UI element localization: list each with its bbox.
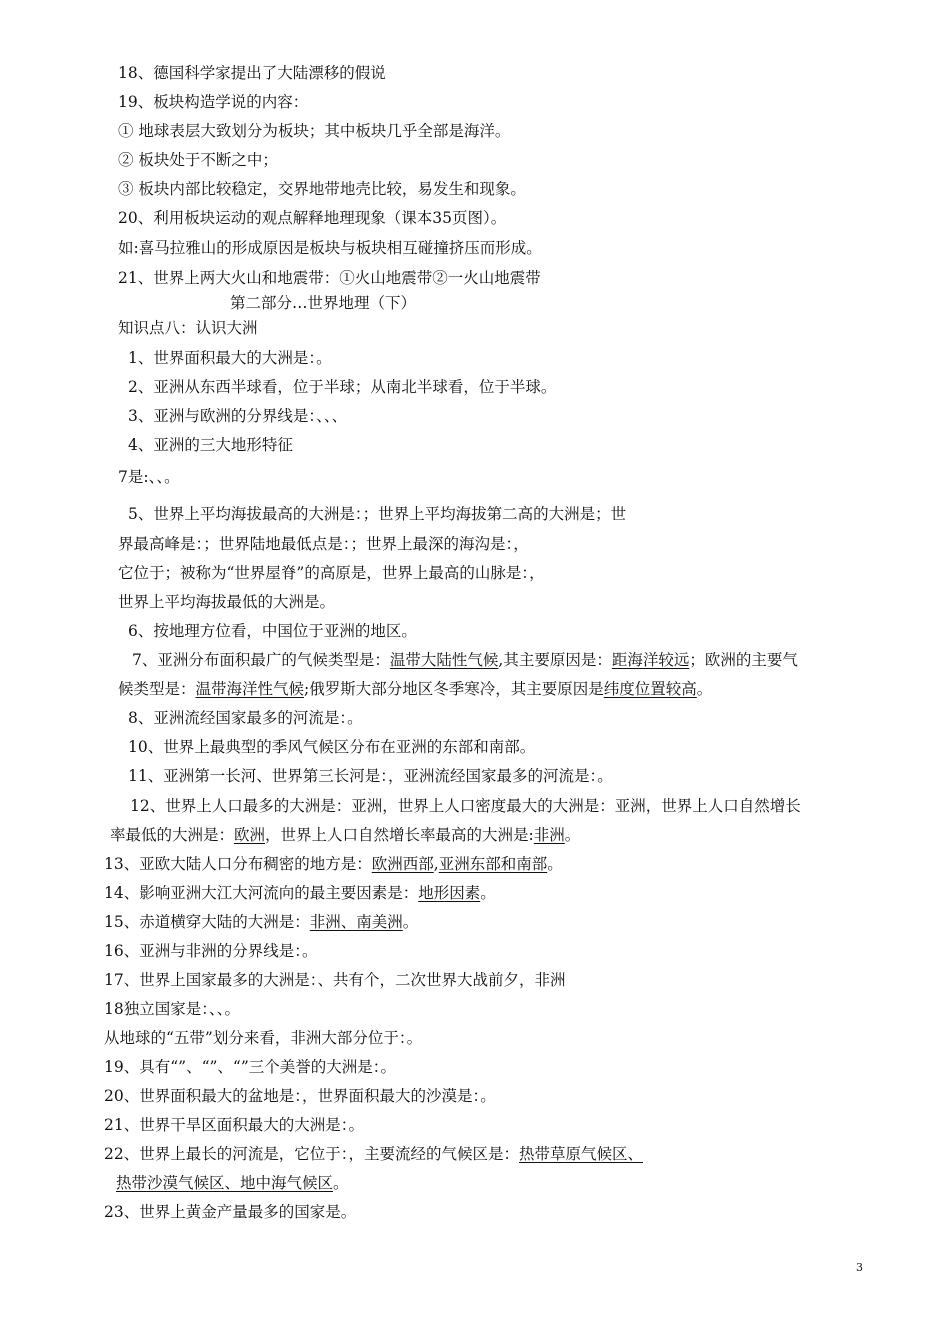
underlined-answer: 温带大陆性气候 [389, 651, 499, 669]
text-line: 5、世界上平均海拔最高的大洲是：；世界上平均海拔第二高的大洲是；世 [128, 505, 627, 523]
underlined-answer: 距海洋较远 [611, 651, 690, 669]
text-line: 它位于；被称为“世界屋脊”的高原是，世界上最高的山脉是：， [118, 564, 545, 582]
text-run: 15、赤道横穿大陆的大洲是： [104, 913, 310, 931]
text-line: 界最高峰是：；世界陆地最低点是：；世界上最深的海沟是：， [118, 535, 529, 553]
text-run: 率最低的大洲是： [110, 826, 235, 844]
page-number: 3 [856, 1261, 863, 1274]
text-run: ;俄罗斯大部分地区冬季寒冷，其主要原因是 [304, 680, 604, 698]
text-line: 23、世界上黄金产量最多的国家是。 [104, 1203, 357, 1221]
text-line: 17、世界上国家最多的大洲是：、共有个，二次世界大战前夕，非洲 [104, 971, 566, 989]
text-line: 18、德国科学家提出了大陆漂移的假说 [118, 64, 386, 82]
text-run: 22、世界上最长的河流是，它位于：，主要流经的气候区是： [104, 1145, 519, 1163]
text-line: 8、亚洲流经国家最多的河流是：。 [128, 709, 363, 727]
text-line: 从地球的“五带”划分来看，非洲大部分位于：。 [104, 1029, 423, 1047]
text-line: 3、亚洲与欧洲的分界线是：、、、 [128, 407, 348, 425]
underlined-answer: 热带沙漠气候区、地中海气候区 [116, 1174, 334, 1192]
text-line [116, 1173, 349, 1193]
text-run: 。 [480, 884, 496, 902]
underlined-answer: 热带草原气候区、 [518, 1145, 643, 1163]
underlined-answer: 温带海洋性气候 [195, 680, 305, 698]
text-run: 。 [547, 855, 563, 873]
text-run: 候类型是： [118, 680, 196, 698]
text-run: ，世界上人口自然增长率最高的大洲是: [265, 826, 534, 844]
text-line: 1、世界面积最大的大洲是：。 [128, 349, 332, 367]
text-run: 。 [564, 826, 581, 844]
text-run: ,其主要原因是： [498, 651, 612, 669]
text-run: 。 [333, 1174, 349, 1192]
underlined-answer: 纬度位置较高 [603, 680, 697, 698]
text-line: 21、世界干旱区面积最大的大洲是：。 [104, 1116, 364, 1134]
text-line [104, 883, 496, 903]
underlined-answer: 亚洲东部和南部 [438, 855, 548, 873]
text-line [132, 650, 798, 670]
text-line: 世界上平均海拔最低的大洲是。 [118, 593, 336, 611]
text-line: 7是:、、。 [118, 468, 180, 486]
text-line: 2、亚洲从东西半球看，位于半球；从南北半球看，位于半球。 [128, 378, 557, 396]
subsection-heading: 知识点八：认识大洲 [118, 319, 258, 337]
text-line: 20、世界面积最大的盆地是：，世界面积最大的沙漠是：。 [104, 1087, 496, 1105]
underlined-answer: 欧洲 [234, 826, 266, 844]
text-line: 16、亚洲与非洲的分界线是：。 [104, 942, 318, 960]
text-line [110, 825, 580, 845]
text-line: 12、世界上人口最多的大洲是：亚洲，世界上人口密度最大的大洲是：亚洲，世界上人口自然增长 [130, 797, 801, 815]
text-line [104, 854, 563, 874]
text-line: 21、世界上两大火山和地震带：①火山地震带②一火山地震带 [118, 269, 541, 287]
text-line: 4、亚洲的三大地形特征 [128, 436, 293, 454]
text-line: ② 板块处于不断之中； [118, 151, 278, 169]
text-run: 14、影响亚洲大江大河流向的最主要因素是： [104, 884, 419, 902]
text-line [118, 679, 712, 699]
text-line: 10、世界上最典型的季风气候区分布在亚洲的东部和南部。 [128, 738, 536, 756]
text-line: 18独立国家是：、、。 [104, 1000, 240, 1018]
text-line [104, 1144, 643, 1164]
underlined-answer: 地形因素 [418, 884, 481, 902]
text-line: ① 地球表层大致划分为板块；其中板块几乎全部是海洋。 [118, 122, 511, 140]
text-line: ③ 板块内部比较稳定，交界地带地壳比较，易发生和现象。 [118, 180, 526, 198]
text-line: 6、按地理方位看，中国位于亚洲的地区。 [128, 622, 417, 640]
underlined-answer: 欧洲西部 [371, 855, 434, 873]
text-line: 11、亚洲第一长河、世界第三长河是：，亚洲流经国家最多的河流是：。 [128, 767, 613, 785]
text-run: 。 [402, 913, 419, 931]
section-heading: 第二部分…世界地理（下） [230, 294, 417, 312]
text-run: ；欧洲的主要气 [689, 651, 798, 669]
underlined-answer: 非洲 [533, 826, 565, 844]
text-line: 19、板块构造学说的内容： [118, 93, 309, 111]
text-line [104, 912, 418, 932]
text-run: , [433, 855, 439, 873]
text-run: 7、亚洲分布面积最广的气候类型是： [132, 651, 390, 669]
text-run: 。 [696, 680, 713, 698]
text-line: 20、利用板块运动的观点解释地理现象（课本35页图）。 [118, 209, 507, 227]
text-run: 13、亚欧大陆人口分布稠密的地方是： [104, 855, 372, 873]
text-line: 19、具有“”、“”、“”三个美誉的大洲是：。 [104, 1058, 397, 1076]
underlined-answer: 非洲、南美洲 [309, 913, 403, 931]
text-line: 如:喜马拉雅山的形成原因是板块与板块相互碰撞挤压而形成。 [118, 239, 542, 257]
